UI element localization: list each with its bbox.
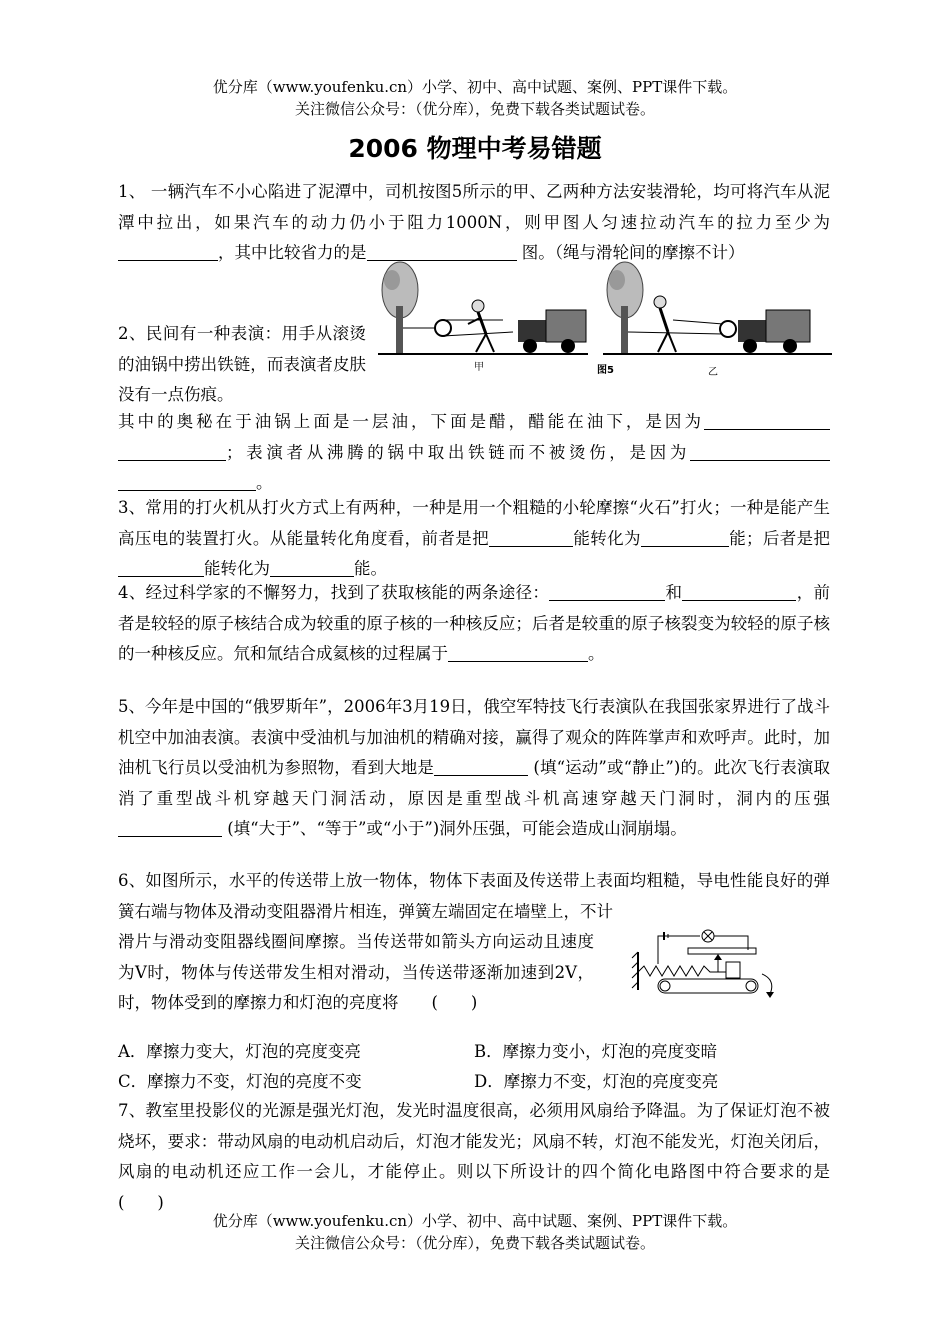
- option-a[interactable]: A．摩擦力变大，灯泡的亮度变亮: [118, 1042, 361, 1061]
- q3-blank-1[interactable]: [489, 528, 573, 547]
- question-2-intro: 2、民间有一种表演：用手从滚烫的油锅中捞出铁链，而表演者皮肤没有一点伤痕。: [118, 324, 366, 405]
- q2-blank-1[interactable]: [704, 411, 830, 430]
- question-4: [118, 578, 830, 670]
- option-b[interactable]: B．摩擦力变小，灯泡的亮度变暗: [474, 1042, 718, 1061]
- spring-icon: [638, 966, 726, 976]
- option-d[interactable]: D．摩擦力不变，灯泡的亮度变亮: [474, 1072, 719, 1091]
- question-1: [118, 177, 830, 269]
- slider-arrow-icon: [714, 954, 722, 972]
- q1-blank-1[interactable]: [118, 242, 218, 261]
- question-7: 7、教室里投影仪的光源是强光灯泡，发光时温度很高，必须用风扇给予降温。为了保证灯泡不被烧坏，要求：带动风扇的电动机启动后，灯泡才能发光；风扇不转，灯泡不能发光，灯泡关闭后，风扇的电动机还应工作一会儿，才能停止。则以下所设计的四个简化电路图中符合要求的是 ( ): [118, 1101, 863, 1212]
- q5-text-a: 5、今年是中国的“俄罗斯年”，2006年3月19日，俄空军特技飞行表演队在我国张家界进行了战斗机空中加油表演。表演中受油机与加油机的精确对接，赢得了观众的阵阵掌声和欢呼声。此时，加油机飞行员以受油机为参照物，看到大地是: [118, 697, 830, 778]
- q3-text-b: 能转化为: [573, 528, 641, 548]
- q4-text-a: 4、经过科学家的不懈努力，找到了获取核能的两条途径：: [118, 583, 550, 602]
- q2-blank-1b[interactable]: [118, 442, 226, 461]
- man-pulling-icon: [654, 296, 676, 352]
- q4-blank-3b[interactable]: [532, 643, 588, 662]
- figure-caption: 图5: [597, 365, 614, 376]
- q3-blank-3[interactable]: [118, 558, 204, 577]
- q4-text-c: ，前者是较轻的原子核结合成为较重的原子核的一种核反应；后者是较重的原子核裂变为较轻的原子核的一种核反应。氘和氚结合成氦核的过程属于: [118, 583, 831, 664]
- q4-blank-3[interactable]: [448, 643, 532, 662]
- q5-blank-1[interactable]: [434, 757, 484, 776]
- footer-banner: [0, 1210, 950, 1254]
- truck-icon: [518, 310, 586, 353]
- question-6-intro: 6、如图所示，水平的传送带上放一物体，物体下表面及传送带上表面均粗糙，导电性能良好的弹簧右端与物体及滑动变阻器滑片相连，弹簧左端固定在墙壁上，不计: [118, 871, 830, 921]
- circuit-icon: [658, 930, 756, 964]
- q3-blank-4[interactable]: [270, 558, 354, 577]
- q4-text-d: 。: [588, 644, 605, 664]
- q2-text-c: ；表演者从沸腾的锅中取出铁链而不被烫伤，是因为: [226, 442, 690, 462]
- pulley-icon: [628, 320, 736, 337]
- tree-icon: [607, 262, 643, 354]
- wall-icon: [632, 952, 638, 990]
- q2-blank-2[interactable]: [690, 442, 830, 461]
- question-5: [118, 692, 830, 845]
- question-2: [118, 407, 830, 499]
- tree-icon: [382, 262, 418, 354]
- footer-banner-line1: 优分库（www.youfenku.cn）小学、初中、高中试题、案例、PPT课件下载。: [212, 1212, 738, 1230]
- q5-blank-1b[interactable]: [484, 757, 528, 776]
- q4-text-b: 和: [665, 583, 683, 602]
- q5-text-c: (填“大于”、“等于”或“小于”)洞外压强，可能会造成山洞崩塌。: [222, 819, 687, 839]
- header-banner-line1: 优分库（www.youfenku.cn）小学、初中、高中试题、案例、PPT课件下载。: [212, 78, 738, 96]
- pulley-figure: [378, 258, 832, 366]
- q2-text-d: 。: [256, 473, 273, 493]
- q3-blank-2[interactable]: [641, 528, 729, 547]
- q2-blank-2b[interactable]: [118, 472, 256, 491]
- q3-text-a: 3、常用的打火机从打火方式上有两种，一种是用一个粗糙的小轮摩擦“火石”打火；一种是能产生高压电的装置打火。从能量转化角度看，前者是把: [118, 498, 830, 548]
- q4-blank-2[interactable]: [682, 582, 740, 601]
- truck-icon: [738, 310, 810, 353]
- q2-text-b: 其中的奥秘在于油锅上面是一层油，下面是醋，醋能在油下，是因为: [118, 412, 704, 431]
- question-3: [118, 493, 830, 585]
- footer-banner-line2: 关注微信公众号：（优分库），免费下载各类试题试卷。: [294, 1234, 655, 1252]
- conveyor-circuit-figure: [630, 928, 780, 998]
- header-banner-line2: 关注微信公众号：（优分库），免费下载各类试题试卷。: [294, 100, 655, 118]
- q4-blank-2b[interactable]: [740, 582, 796, 601]
- page-title: 2006 物理中考易错题: [348, 134, 602, 163]
- conveyor-belt-icon: [658, 974, 774, 998]
- q1-text-a: 1、 一辆汽车不小心陷进了泥潭中，司机按图5所示的甲、乙两种方法安装滑轮，均可将汽车从泥潭中拉出，如果汽车的动力仍小于阻力1000N，则甲图人匀速拉动汽车的拉力至少为: [118, 182, 830, 232]
- figure-label-jia: 甲: [474, 362, 484, 373]
- option-c[interactable]: C．摩擦力不变，灯泡的亮度不变: [118, 1072, 362, 1091]
- q3-text-d: 能转化为: [204, 559, 270, 579]
- q5-text-b: (填“运动”或“静止”)的。此次飞行表演取消了重型战斗机穿越天门洞活动，原因是重型战斗机高速穿越天门洞时，洞内的压强: [118, 758, 830, 808]
- q5-blank-2[interactable]: [118, 818, 222, 837]
- q1-text-b: ，其中比较省力的是: [218, 243, 367, 263]
- man-pulling-icon: [468, 300, 494, 352]
- q1-text-c: 图。（绳与滑轮间的摩擦不计）: [516, 243, 745, 263]
- q3-text-e: 能。: [354, 559, 387, 579]
- figure-label-yi: 乙: [708, 367, 718, 378]
- q3-text-c: 能；后者是把: [728, 528, 831, 548]
- pulley-icon: [403, 320, 513, 336]
- header-banner: [0, 76, 950, 120]
- question-6-body: 滑片与滑动变阻器线圈间摩擦。当传送带如箭头方向运动且速度为V时，物体与传送带发生相对滑动，当传送带逐渐加速到2V，时，物体受到的摩擦力和灯泡的亮度将 ( ): [118, 932, 594, 1013]
- block-object: [726, 962, 740, 978]
- q4-blank-1[interactable]: [549, 582, 665, 601]
